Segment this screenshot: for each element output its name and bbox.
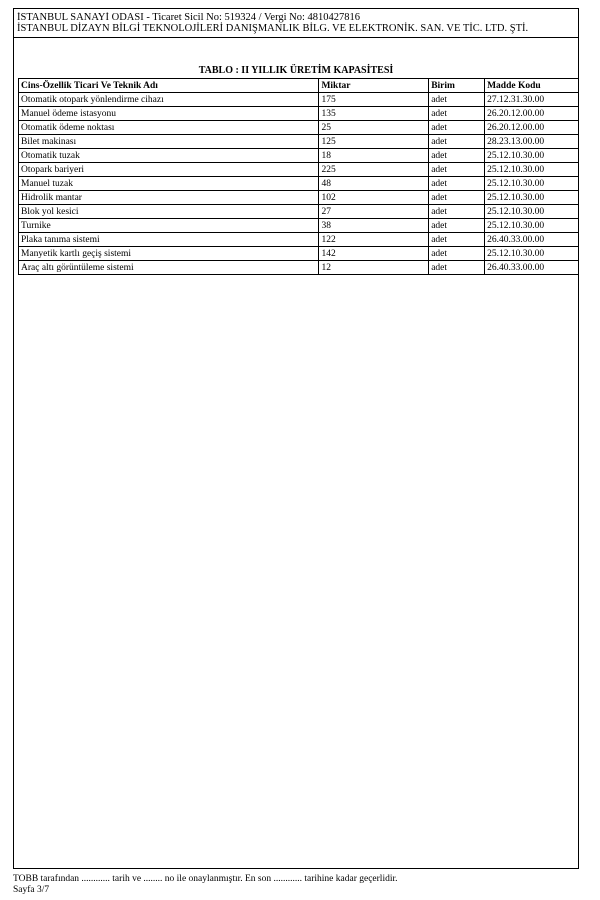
product-name-cell: Manyetik kartlı geçiş sistemi <box>19 247 319 261</box>
item-code-cell: 28.23.13.00.00 <box>485 135 579 149</box>
column-header-code: Madde Kodu <box>485 79 579 93</box>
unit-cell: adet <box>429 107 485 121</box>
table-row <box>19 177 579 191</box>
table-row <box>19 233 579 247</box>
item-code-cell: 26.40.33.00.00 <box>485 233 579 247</box>
product-name-cell: Araç altı görüntüleme sistemi <box>19 261 319 275</box>
table-row <box>19 205 579 219</box>
unit-cell: adet <box>429 261 485 275</box>
item-code-cell: 27.12.31.30.00 <box>485 93 579 107</box>
page-frame <box>13 8 579 869</box>
quantity-cell: 27 <box>319 205 429 219</box>
unit-cell: adet <box>429 135 485 149</box>
product-name-cell: Bilet makinası <box>19 135 319 149</box>
quantity-cell: 25 <box>319 121 429 135</box>
unit-cell: adet <box>429 149 485 163</box>
product-name-cell: Manuel ödeme istasyonu <box>19 107 319 121</box>
product-name-cell: Plaka tanıma sistemi <box>19 233 319 247</box>
quantity-cell: 12 <box>319 261 429 275</box>
column-header-quantity: Miktar <box>319 79 429 93</box>
quantity-cell: 102 <box>319 191 429 205</box>
item-code-cell: 26.20.12.00.00 <box>485 121 579 135</box>
unit-cell: adet <box>429 177 485 191</box>
page-number: Sayfa 3/7 <box>13 885 50 895</box>
company-name-line: İSTANBUL DİZAYN BİLGİ TEKNOLOJİLERİ DANIŞMANLIK BİLG. VE ELEKTRONİK. SAN. VE TİC. LTD. ŞTİ. <box>17 23 529 34</box>
table-row <box>19 107 579 121</box>
table-row <box>19 163 579 177</box>
table-row <box>19 149 579 163</box>
quantity-cell: 48 <box>319 177 429 191</box>
table-title: TABLO : II YILLIK ÜRETİM KAPASİTESİ <box>198 65 394 76</box>
document-header <box>17 12 575 34</box>
approval-note: TOBB tarafından ............ tarih ve ........ no ile onaylanmıştır. En son ............ tarihine kadar geçerlidir. <box>13 874 398 884</box>
header-divider <box>14 37 578 38</box>
column-header-name: Cins-Özellik Ticari Ve Teknik Adı <box>19 79 319 93</box>
quantity-cell: 122 <box>319 233 429 247</box>
unit-cell: adet <box>429 93 485 107</box>
product-name-cell: Otomatik tuzak <box>19 149 319 163</box>
unit-cell: adet <box>429 233 485 247</box>
item-code-cell: 26.40.33.00.00 <box>485 261 579 275</box>
unit-cell: adet <box>429 121 485 135</box>
document-footer <box>13 874 398 896</box>
table-row <box>19 219 579 233</box>
item-code-cell: 25.12.10.30.00 <box>485 177 579 191</box>
item-code-cell: 25.12.10.30.00 <box>485 205 579 219</box>
product-name-cell: Otomatik ödeme noktası <box>19 121 319 135</box>
unit-cell: adet <box>429 219 485 233</box>
unit-cell: adet <box>429 247 485 261</box>
product-name-cell: Otomatik otopark yönlendirme cihazı <box>19 93 319 107</box>
table-row <box>19 247 579 261</box>
table-row <box>19 261 579 275</box>
item-code-cell: 25.12.10.30.00 <box>485 247 579 261</box>
quantity-cell: 18 <box>319 149 429 163</box>
table-row <box>19 191 579 205</box>
quantity-cell: 38 <box>319 219 429 233</box>
quantity-cell: 125 <box>319 135 429 149</box>
item-code-cell: 25.12.10.30.00 <box>485 149 579 163</box>
unit-cell: adet <box>429 191 485 205</box>
capacity-table <box>18 78 579 275</box>
quantity-cell: 142 <box>319 247 429 261</box>
unit-cell: adet <box>429 205 485 219</box>
product-name-cell: Blok yol kesici <box>19 205 319 219</box>
item-code-cell: 25.12.10.30.00 <box>485 163 579 177</box>
table-row <box>19 93 579 107</box>
quantity-cell: 135 <box>319 107 429 121</box>
table-row <box>19 135 579 149</box>
quantity-cell: 225 <box>319 163 429 177</box>
product-name-cell: Turnike <box>19 219 319 233</box>
chamber-line: İSTANBUL SANAYİ ODASI - Ticaret Sicil No: 519324 / Vergi No: 4810427816 <box>17 12 361 23</box>
product-name-cell: Hidrolik mantar <box>19 191 319 205</box>
product-name-cell: Manuel tuzak <box>19 177 319 191</box>
item-code-cell: 25.12.10.30.00 <box>485 191 579 205</box>
table-header-row <box>19 79 579 93</box>
item-code-cell: 26.20.12.00.00 <box>485 107 579 121</box>
product-name-cell: Otopark bariyeri <box>19 163 319 177</box>
item-code-cell: 25.12.10.30.00 <box>485 219 579 233</box>
column-header-unit: Birim <box>429 79 485 93</box>
table-body <box>19 93 579 275</box>
table-row <box>19 121 579 135</box>
quantity-cell: 175 <box>319 93 429 107</box>
unit-cell: adet <box>429 163 485 177</box>
